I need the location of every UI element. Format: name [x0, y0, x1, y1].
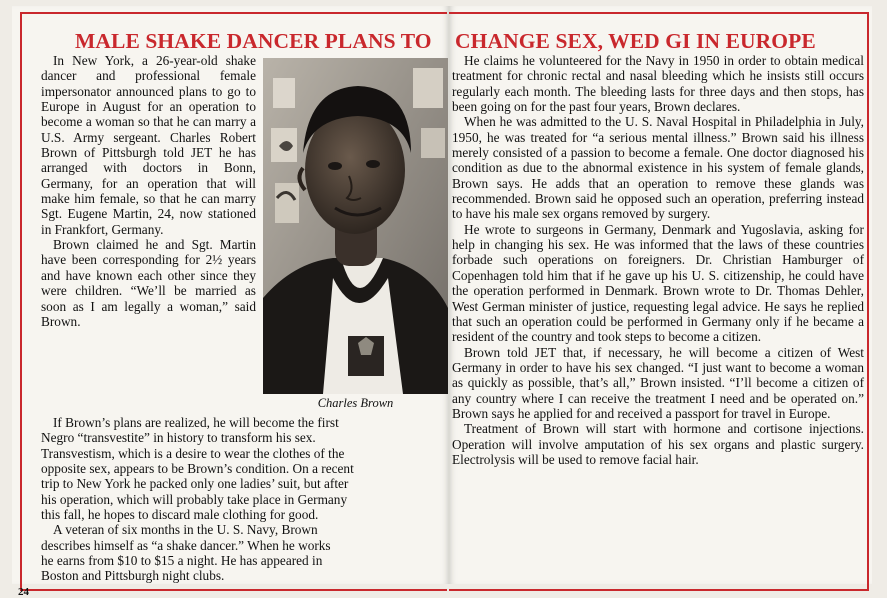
article-line: this fall, he hopes to discard male clothing for good. [41, 507, 319, 523]
article-line: describes himself as “a shake dancer.” When he works [41, 537, 331, 553]
article-paragraph: He wrote to surgeons in Germany, Denmark and Yugoslavia, asking for help in changing his sex. He was informed that the laws of these countries forbade such operations on foreigners. Dr. Christian Hamburger of Copenhagen told him that if he gave up his U. S. citizenship, he could have the operation performed in Denmark. Brown wrote to Dr. Thomas Dehler, West German minister of justice, requesting legal advice. He says he replied that such an operation could be performed in Germany only if he became a resident of the country and took steps to become a citizen. [452, 221, 864, 345]
article-paragraph: Brown told JET that, if necessary, he will become a citizen of West Germany in order to have his sex changed. “I just want to become a woman as quickly as possible, that’s all,” Brown insisted. “I’ll become a citizen of any country where I can receive the treatment I need and be operated on.” Brown says he applied for and received a passport for travel in Europe. [452, 344, 864, 421]
article-line: he earns from $10 to $15 a night. He has appeared in [41, 553, 323, 569]
article-paragraph: In New York, a 26-year-old shake dancer and professional female impersonator announced plans to go to Europe in August for an operation to become a woman so that he can marry a U.S. Army sergeant. Charles Robert Brown of Pittsburgh told JET he has arranged with doctors in Bonn, Germany, for an operation that will make him female, so that he can marry Sgt. Eugene Martin, 24, now stationed in Frankfort, Germany. [41, 53, 256, 237]
page-number: 24 [18, 586, 29, 598]
right-column [452, 53, 864, 467]
photo-caption: Charles Brown [317, 396, 394, 410]
article-line: his operation, which will probably take place in Germany [41, 491, 348, 507]
article-line: opposite sex, appears to be Brown’s condition. On a recent [41, 461, 354, 477]
article-paragraph: When he was admitted to the U. S. Naval Hospital in Philadelphia in July, 1950, he was treated for “a serious mental illness.” Brown said his illness merely consisted of a passion to become a female. One doctor diagnosed his condition as due to the abnormal existence in his system of female glands, Brown says. He adds that an operation to remove these glands was recommended. Brown said he opposed such an operation, preferring instead to have his male sex organs removed by surgery. [452, 114, 864, 222]
article-paragraph: He claims he volunteered for the Navy in 1950 in order to obtain medical treatment for chronic rectal and nasal bleeding which he insists still occurs regularly each month. The bleeding lasts for three days and then stops, has been going on for the past four years, Brown declares. [452, 53, 864, 115]
article-line: Transvestism, which is a desire to wear the clothes of the [41, 445, 345, 461]
article-paragraph: Treatment of Brown will start with hormone and cortisone injections. Operation will involve amputation of his sex organs and plastic surgery. Electrolysis will be used to remove facial hair. [452, 421, 864, 467]
article-paragraph: Brown claimed he and Sgt. Martin have been corresponding for 2½ years and have known each other since they were children. “We’ll be married as soon as I am legally a woman,” said Brown. [41, 237, 256, 329]
left-column-narrow [41, 53, 256, 329]
portrait-photo [263, 58, 448, 394]
article-line: A veteran of six months in the U. S. Navy, Brown [53, 522, 318, 538]
headline-left: MALE SHAKE DANCER PLANS TO [75, 29, 432, 53]
article-line: trip to New York he packed only one ladies’ suit, but after [41, 476, 349, 492]
headline-right: CHANGE SEX, WED GI IN EUROPE [455, 29, 816, 53]
article-line: If Brown’s plans are realized, he will become the first [53, 415, 339, 430]
left-column-wide [41, 415, 447, 584]
article-line: Boston and Pittsburgh night clubs. [41, 568, 225, 584]
article-line: Negro “transvestite” in history to transform his sex. [41, 430, 316, 446]
portrait-photo-image [263, 58, 448, 394]
